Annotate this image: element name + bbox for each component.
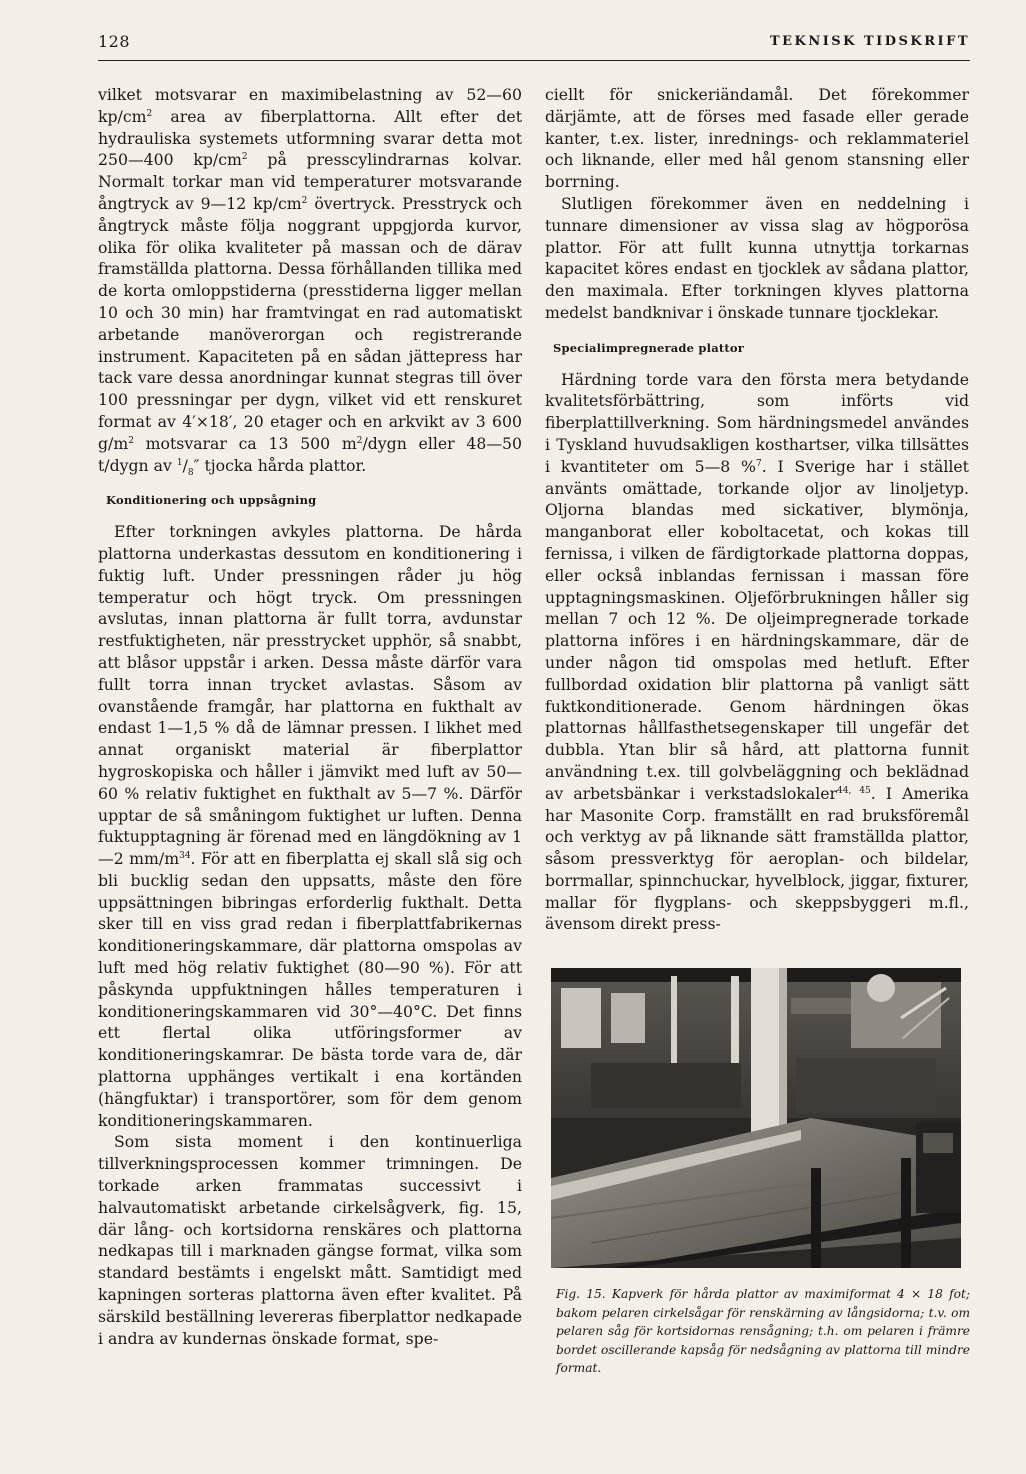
right-column [545,84,969,935]
paragraph-hardning: Härdning torde vara den första mera betydande kvalitetsförbättring, som införts vid fiberplattillverkning. Som härdningsmedel användes i Tyskland huvudsakligen kosthartser, vilka tillsättes i kvantiteter om 5—8 %$^7$. I Sverige har i stället använts omättade, torkande oljor av linoljetyp. Oljorna blandas med sickativer, blymönja, manganborat eller koboltacetat, och kokas till fernissa, i vilken de färdigtorkade plattorna doppas, eller också inblandas fernissan i massan före upptagningsmaskinen. Oljeförbrukningen håller sig mellan 7 och 12 %. De oljeimpregnerade torkade plattorna införes i en härdningskammare, där de under någon tid omspolas med hetluft. Efter fullbordad oxidation blir plattorna på vanligt sätt fuktkonditionerade. Genom härdningen ökas plattornas hållfasthetsegenskaper till ungefär det dubbla. Ytan blir så hård, att plattorna funnit användning t.ex. till golvbeläggning och beklädnad av arbetsbänkar i verkstadslokaler$^{44, 45}$. I Amerika har Masonite Corp. framställt en rad bruksföremål och verktyg av på liknande sätt framställda plattor, såsom pressverktyg för aeroplan- och bildelar, borrmallar, spinnchuckar, hyvelblock, jiggar, fixturer, mallar för flygplans- och skeppsbyggeri m.fl., ävensom direkt press- [545,369,969,934]
figure-15-photo [551,968,961,1268]
heading-specialimpregnerade: Specialimpregnerade plattor [553,340,745,355]
left-column [98,84,522,1349]
paragraph-konditionering: Efter torkningen avkyles plattorna. De hårda plattorna underkastas dessutom en konditionering i fuktig luft. Under pressningen råder ju hög temperatur och högt tryck. Om pressningen avslutas, innan plattorna är fullt torra, avdunstar restfuktigheten, när presstrycket upphör, så snabbt, att blåsor uppstår i arken. Dessa måste därför vara fullt torra innan trycket avlastas. Såsom av ovanstående framgår, har plattorna en fukthalt av endast 1—1,5 % då de lämnar pressen. I likhet med annat organiskt material är fiberplattor hygroskopiska och håller i jämvikt med luft av 50—60 % relativ fuktighet en fukthalt av 5—7 %. Därför upptar de så småningom fuktighet ur luften. Denna fuktupptagning är förenad med en längdökning av 1—2 $mm/m^{34}$. För att en fiberplatta ej skall slå sig och bli bucklig sedan den uppsatts, måste den före uppsättningen bibringas erforderlig fukthalt. Detta sker till en viss grad redan i fiberplattfabrikernas konditioneringskammare, där plattorna omspolas av luft med hög relativ fuktighet (80—90 %). För att påskynda uppfuktningen hålles temperaturen i konditioneringskammaren vid 30°—40°C. Det finns ett flertal olika utföringsformer av konditioneringskamrar. De bästa torde vara de, där plattorna upphänges vertikalt i ena kortänden (hängfuktar) i transportörer, som för dem genom konditioneringskammaren. [98,522,522,1130]
figure-caption: Fig. 15. Kapverk för hårda plattor av maximiformat 4 × 18 fot; bakom pelaren cirkelsågar för renskärning av långsidorna; t.v. om pelaren såg för kortsidornas rensågning; t.h. om pelaren i främre bordet oscillerande kapsåg för nedsågning av plattorna till mindre format. [556,1287,970,1375]
paragraph-continued: ciellt för snickeriändamål. Det förekommer därjämte, att de förses med fasade eller gerade kanter, t.ex. lister, inrednings- och reklammateriel och liknande, eller med hål genom stansning eller borrning. [545,85,969,192]
intro-paragraph: vilket motsvarar en maximibelastning av 52—60 $kp/cm^2$ area av fiberplattorna. Allt efter det hydrauliska systemets utformning svarar detta mot 250—400 $kp/cm^2$ på presscylindrarnas kolvar. Normalt torkar man vid temperaturer motsvarande ångtryck av 9—12 $kp/cm^2$ övertryck. Presstryck och ångtryck måste följa noggrant uppgjorda kurvor, olika för olika kvaliteter på massan och de därav framställda plattorna. Dessa förhållanden tillika med de korta omloppstiderna (presstiderna ligger mellan 10 och 30 min) har framtvingat en rad automatiskt arbetande manöverorgan och registrerande instrument. Kapaciteten på en sådan jättepress har tack vare dessa anordningar kunnat stegras till över 100 pressningar per dygn, vilket vid ett renskuret format av 4′×18′, 20 etager och en arkvikt av 3 600 $g/m^2$ motsvarar ca 13 500 $m^2$/dygn eller 48—50 t/dygn av $^1/_8''$ tjocka hårda plattor. [98,85,522,478]
page-number: 128 [98,32,131,51]
page-header [98,28,970,62]
paragraph-trimning: Som sista moment i den kontinuerliga tillverkningsprocessen kommer trimningen. De torkade arken frammatas successivt i halvautomatiskt arbetande cirkelsågverk, fig. 15, där lång- och kortsidorna renskäres och plattorna nedkapas till i marknaden gängse format, vilka som standard bestämts i engelskt mått. Samtidigt med kapningen sorteras plattorna även efter kvalitet. På särskild beställning levereras fiberplattor nedkapade i andra av kundernas önskade format, spe- [98,1132,522,1348]
heading-konditionering: Konditionering och uppsågning [106,493,317,508]
journal-title: TEKNISK TIDSKRIFT [769,34,970,49]
paragraph-klyvning: Slutligen förekommer även en neddelning i tunnare dimensioner av vissa slag av högporösa plattor. För att fullt kunna utnyttja torkarnas kapacitet köres endast en tjocklek av sådana plattor, den maximala. Efter torkningen klyves plattorna medelst bandknivar i önskade tunnare tjocklekar. [545,193,969,322]
header-rule [98,60,970,61]
